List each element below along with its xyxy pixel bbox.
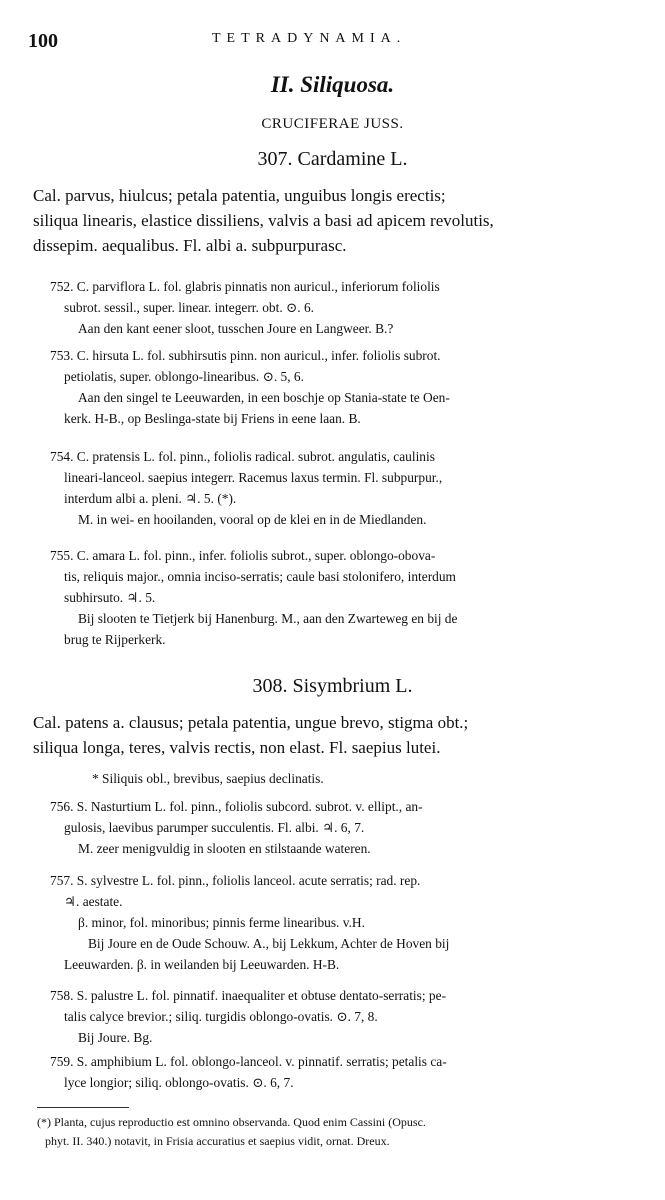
footnote-rule: [37, 1107, 129, 1108]
habitat-line: brug te Rijperkerk.: [64, 632, 166, 647]
description-line: dissepim. aequalibus. Fl. albi a. subpurpurasc.: [33, 236, 347, 255]
species-line: 758. S. palustre L. fol. pinnatif. inaequaliter et obtuse dentato-serratis; pe-: [50, 988, 447, 1003]
habitat-line: Leeuwarden. β. in weilanden bij Leeuwarden. H-B.: [64, 957, 340, 972]
species-line: subhirsuto. ♃. 5.: [64, 590, 156, 605]
order-title: II. Siliquosa.: [270, 72, 395, 97]
species-line: 752. C. parviflora L. fol. glabris pinnatis non auricul., inferiorum foliolis: [50, 279, 440, 294]
species-line: 757. S. sylvestre L. fol. pinn., foliolis lanceol. acute serratis; rad. rep.: [50, 873, 421, 888]
habitat-line: Aan den singel te Leeuwarden, in een boschje op Stania-state te Oen-: [78, 390, 450, 405]
page-number: 100: [28, 30, 58, 52]
description-line: Cal. patens a. clausus; petala patentia, ungue brevo, stigma obt.;: [33, 713, 469, 732]
habitat-line: kerk. H-B., op Beslinga-state bij Friens in eene laan. B.: [64, 411, 361, 426]
genus-heading-cardamine: 307. Cardamine L.: [257, 148, 408, 170]
species-line: lineari-lanceol. saepius integerr. Racemus laxus termin. Fl. subpurpur.,: [64, 470, 443, 485]
species-line: lyce longior; siliq. oblongo-ovatis. ⊙. 6, 7.: [64, 1075, 294, 1090]
species-entry-758: [50, 985, 630, 1048]
footnote-line: (*) Planta, cujus reproductio est omnino observanda. Quod enim Cassini (Opusc.: [37, 1115, 426, 1129]
habitat-line: Aan den kant eener sloot, tusschen Joure en Langweer. B.?: [78, 321, 394, 336]
species-entry-752: [50, 276, 630, 339]
species-entry-756: [50, 796, 630, 859]
habitat-line: Bij slooten te Tietjerk bij Hanenburg. M., aan den Zwarteweg en bij de: [78, 611, 458, 626]
footnote-line: phyt. II. 340.) notavit, in Frisia accuratius et saepius vidit, ornat. Dreux.: [45, 1134, 390, 1148]
description-line: Cal. parvus, hiulcus; petala patentia, unguibus longis erectis;: [33, 186, 446, 205]
species-line: ♃. aestate.: [64, 894, 123, 909]
description-line: siliqua longa, teres, valvis rectis, non elast. Fl. saepius lutei.: [33, 738, 441, 757]
variety-line: β. minor, fol. minoribus; pinnis ferme linearibus. v.H.: [78, 915, 365, 930]
genus-heading-sisymbrium: 308. Sisymbrium L.: [252, 675, 413, 697]
species-line: 756. S. Nasturtium L. fol. pinn., foliolis subcord. subrot. v. ellipt., an-: [50, 799, 423, 814]
running-title: TETRADYNAMIA.: [212, 31, 407, 46]
habitat-line: M. zeer menigvuldig in slooten en stilstaande wateren.: [78, 841, 371, 856]
species-line: petiolatis, super. oblongo-linearibus. ⊙. 5, 6.: [64, 369, 304, 384]
species-entry-754: [50, 446, 630, 530]
species-line: 753. C. hirsuta L. fol. subhirsutis pinn. non auricul., infer. foliolis subrot.: [50, 348, 441, 363]
species-line: 754. C. pratensis L. fol. pinn., foliolis radical. subrot. angulatis, caulinis: [50, 449, 435, 464]
species-entry-759: [50, 1051, 630, 1093]
description-line: siliqua linearis, elastice dissiliens, valvis a basi ad apicem revolutis,: [33, 211, 494, 230]
species-line: talis calyce brevior.; siliq. turgidis oblongo-ovatis. ⊙. 7, 8.: [64, 1009, 378, 1024]
subsection-block: [50, 768, 630, 789]
genus-description-sisymbrium: [33, 710, 638, 760]
species-entry-753: [50, 345, 630, 429]
footnote: [37, 1113, 637, 1151]
species-line: tis, reliquis major., omnia inciso-serratis; caule basi stolonifero, interdum: [64, 569, 456, 584]
species-line: 755. C. amara L. fol. pinn., infer. foliolis subrot., super. oblongo-obova-: [50, 548, 436, 563]
habitat-line: Bij Joure en de Oude Schouw. A., bij Lekkum, Achter de Hoven bij: [88, 936, 450, 951]
species-entry-757: [50, 870, 630, 975]
genus-description-cardamine: [33, 183, 638, 258]
species-line: gulosis, laevibus parumper succulentis. Fl. albi. ♃. 6, 7.: [64, 820, 365, 835]
species-line: 759. S. amphibium L. fol. oblongo-lanceol. v. pinnatif. serratis; petalis ca-: [50, 1054, 447, 1069]
species-entry-755: [50, 545, 630, 650]
family-name: CRUCIFERAE JUSS.: [261, 116, 404, 132]
habitat-line: Bij Joure. Bg.: [78, 1030, 153, 1045]
species-line: interdum albi a. pleni. ♃. 5. (*).: [64, 491, 237, 506]
habitat-line: M. in wei- en hooilanden, vooral op de klei en in de Miedlanden.: [78, 512, 427, 527]
species-line: subrot. sessil., super. linear. integerr. obt. ⊙. 6.: [64, 300, 314, 315]
subsection-heading: * Siliquis obl., brevibus, saepius declinatis.: [92, 771, 324, 786]
